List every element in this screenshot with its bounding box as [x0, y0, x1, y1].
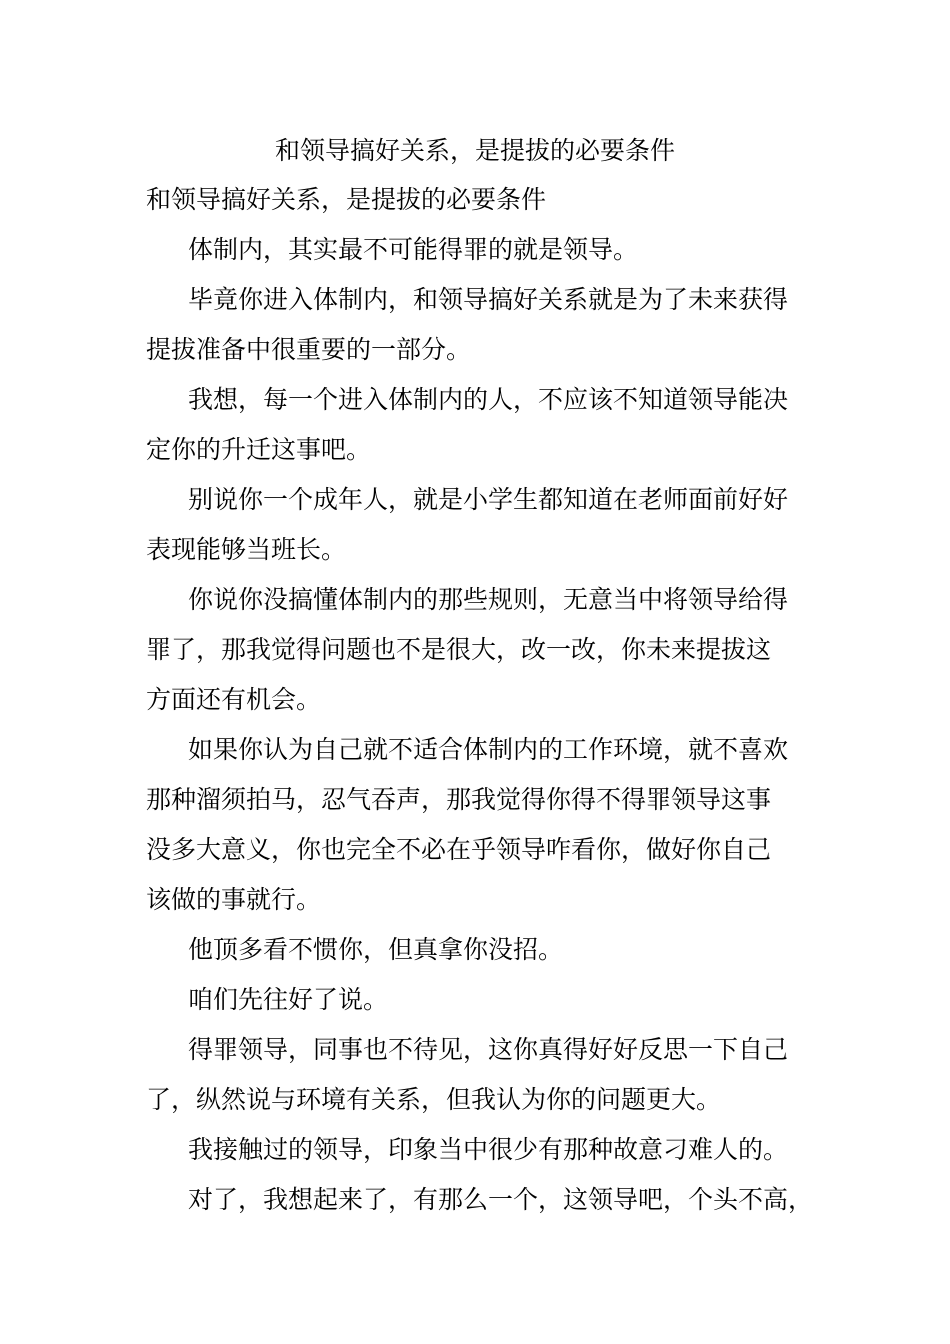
- body-line: 和领导搞好关系，是提拔的必要条件: [146, 185, 547, 214]
- body-line: 他顶多看不惯你，但真拿你没招。: [188, 935, 564, 964]
- body-line: 毕竟你进入体制内，和领导搞好关系就是为了未来获得: [188, 285, 789, 314]
- body-line: 对了，我想起来了，有那么一个，这领导吧，个头不高，: [188, 1185, 814, 1214]
- body-line: 那种溜须拍马，忍气吞声，那我觉得你得不得罪领导这事: [146, 785, 772, 814]
- body-line: 了，纵然说与环境有关系，但我认为你的问题更大。: [146, 1085, 722, 1114]
- body-line: 罪了，那我觉得问题也不是很大，改一改，你未来提拔这: [146, 635, 772, 664]
- body-line: 定你的升迁这事吧。: [146, 435, 372, 464]
- body-line: 我想，每一个进入体制内的人，不应该不知道领导能决: [188, 385, 789, 414]
- body-line: 你说你没搞懂体制内的那些规则，无意当中将领导给得: [188, 585, 789, 614]
- body-line: 咱们先往好了说。: [188, 985, 389, 1014]
- body-line: 表现能够当班长。: [146, 535, 347, 564]
- body-line: 没多大意义，你也完全不必在乎领导咋看你，做好你自己: [146, 835, 772, 864]
- body-line: 别说你一个成年人，就是小学生都知道在老师面前好好: [188, 485, 789, 514]
- body-line: 方面还有机会。: [146, 685, 322, 714]
- body-line: 提拔准备中很重要的一部分。: [146, 335, 472, 364]
- body-line: 该做的事就行。: [146, 885, 322, 914]
- body-line: 体制内，其实最不可能得罪的就是领导。: [188, 235, 639, 264]
- body-line: 如果你认为自己就不适合体制内的工作环境，就不喜欢: [188, 735, 789, 764]
- body-line: 得罪领导，同事也不待见，这你真得好好反思一下自己: [188, 1035, 789, 1064]
- document-title: 和领导搞好关系，是提拔的必要条件: [274, 136, 675, 165]
- document-body: [146, 180, 814, 1230]
- body-line: 我接触过的领导，印象当中很少有那种故意刁难人的。: [188, 1135, 789, 1164]
